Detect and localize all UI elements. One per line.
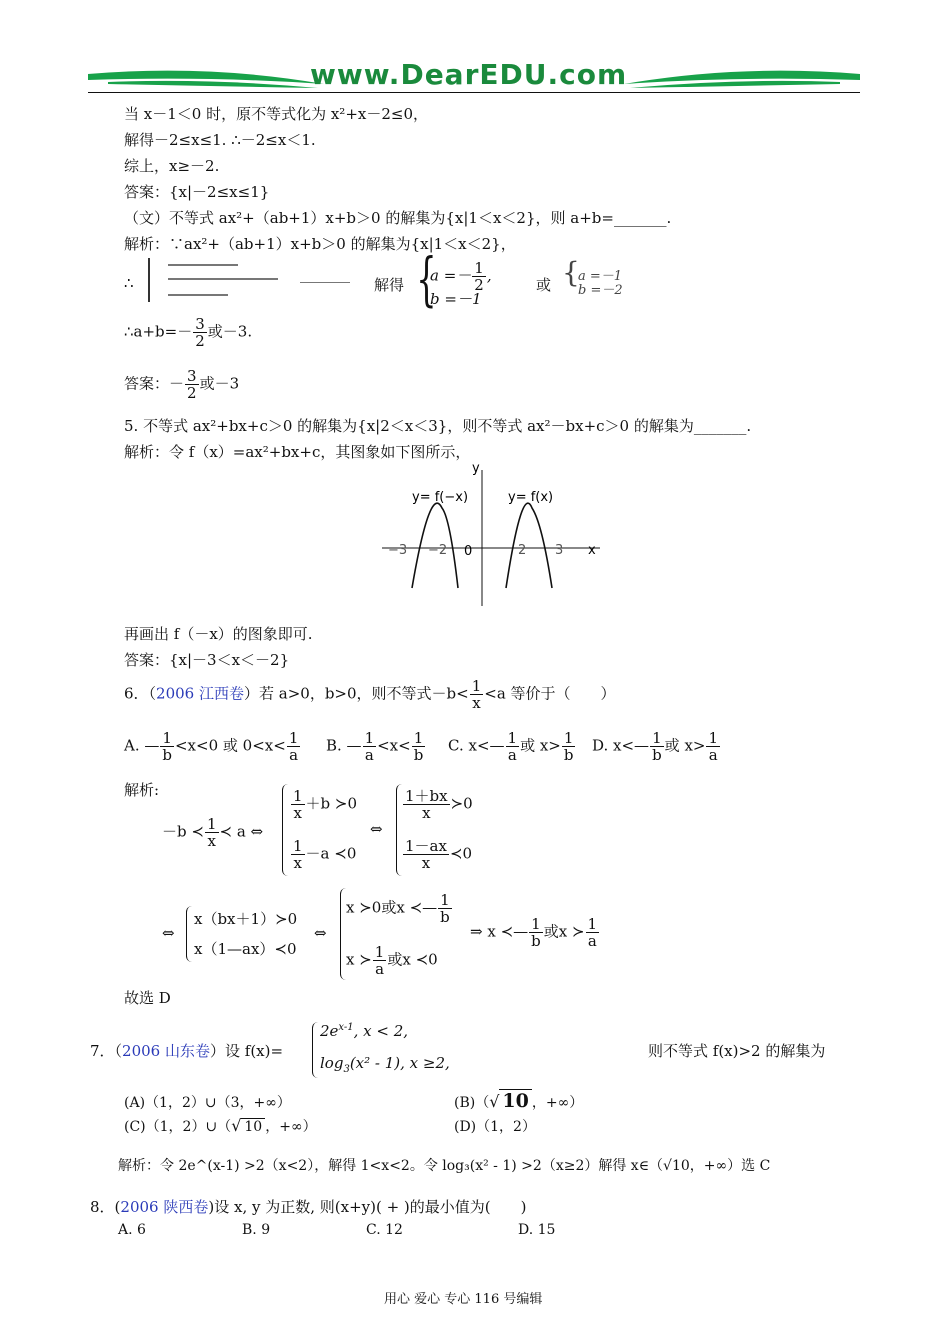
question-6: 6．（2006 江西卷）若 a>0，b>0，则不等式－b< $\frac{1}{x}$ <a 等价于（ ） — [124, 677, 616, 712]
q7-solution: 解析：令 2e^(x-1) >2（x<2），解得 1<x<2。令 log₃(x² - 1) >2（x≥2）解得 x∈（√10，+∞）选 C — [118, 1158, 771, 1174]
q7-option-d[interactable]: (D)（1，2） — [454, 1119, 536, 1135]
answer-line: 答案：{x|－2≤x≤1} — [124, 183, 270, 201]
source-link[interactable]: 2006 陕西卷 — [120, 1198, 209, 1216]
source-link[interactable]: 2006 山东卷 — [122, 1042, 210, 1060]
question-5: 5. 不等式 ax²+bx+c＞0 的解集为{x|2＜x＜3}，则不等式 ax²－bx+c＞0 的解集为_______. — [124, 417, 752, 435]
option-c[interactable]: C. x<— $\frac{1}{a}$ 或 x> $\frac{1}{b}$ — [448, 729, 574, 764]
tick-label: 2 — [518, 543, 527, 558]
tick-label: −3 — [388, 543, 408, 558]
text-line: 解析：∵ax²+（ab+1）x+b＞0 的解集为{x|1＜x＜2}， — [124, 235, 516, 253]
curve-label-left: y= f(−x) — [412, 490, 469, 505]
origin-label: 0 — [464, 544, 473, 559]
q6-solution-label: 解析: — [124, 781, 160, 799]
site-logo: www.DearEDU.com — [310, 58, 628, 91]
header-rule — [88, 92, 860, 93]
tick-label: 3 — [555, 543, 564, 558]
x-axis-label: x — [588, 543, 596, 558]
y-axis-label: y — [472, 461, 480, 476]
question-7: 7．（2006 山东卷）设 f(x)= $2e^{x-1}$, x < 2, $\log_3(x^2 - 1)$, x ≥2, 则不等式 f(x)>2 的解集为 — [90, 1020, 850, 1080]
tick-label: −2 — [428, 543, 448, 558]
brace-5 — [312, 1022, 319, 1078]
option-a[interactable]: A. — $\frac{1}{b}$ <x<0 或 0<x< $\frac{1}{a}$ — [124, 729, 299, 764]
curve-label-right: y= f(x) — [508, 490, 554, 505]
therefore-symbol: ∴ — [124, 274, 134, 292]
text-line: 当 x－1＜0 时，原不等式化为 x²+x－2≤0， — [124, 105, 429, 123]
question-8: 8．(2006 陕西卷)设 x, y 为正数, 则(x+y)( + )的最小值为( ) — [90, 1198, 527, 1216]
math-block-1: －b ≺ $\frac{1}{x}$ ≺ a ⇔ $\frac{1}{x}$ ＋b ≻0 $\frac{1}{x}$ －a ≺0 ⇔ $\frac{1+bx}{x}$ ≻0 $\frac{1-ax}{x}$ ≺0 — [162, 780, 502, 880]
q8-option-c[interactable]: C. 12 — [366, 1222, 403, 1238]
q6-selection: 故选 D — [124, 989, 171, 1007]
curve-f-x — [506, 503, 552, 588]
q5-solution: 解析：令 f（x）=ax²+bx+c，其图象如下图所示， — [124, 443, 471, 461]
q7-option-c[interactable]: (C)（1，2）∪（√ 10 ，+∞） — [124, 1116, 317, 1135]
answer-line: 答案：－ $\frac{3}{2}$ 或－3 — [124, 367, 240, 402]
source-link[interactable]: 2006 江西卷 — [156, 684, 244, 703]
page-footer: 用心 爱心 专心 116 号编辑 — [384, 1292, 543, 1307]
text-line: 综上，x≥－2. — [124, 157, 220, 175]
solve-label: 解得 — [374, 276, 405, 294]
header-swoosh-right — [620, 64, 860, 94]
q7-option-a[interactable]: (A)（1，2）∪（3，+∞） — [124, 1095, 291, 1111]
system-b: b =－1 — [430, 290, 482, 308]
option-d[interactable]: D. x<— $\frac{1}{b}$ 或 x> $\frac{1}{a}$ — [592, 729, 719, 764]
sum-line: ∴a+b=－ $\frac{3}{2}$ 或－3. — [124, 315, 253, 350]
q8-option-a[interactable]: A. 6 — [118, 1222, 146, 1238]
brace-3 — [186, 906, 193, 962]
system-a: a =－ $\frac{1}{2}$ , — [430, 259, 492, 294]
brace-1 — [282, 784, 289, 876]
header-swoosh-left — [88, 64, 328, 94]
question-line: （文）不等式 ax²+（ab+1）x+b＞0 的解集为{x|1＜x＜2}，则 a+b=_______. — [124, 209, 672, 227]
q5-after: 再画出 f（－x）的图象即可. — [124, 625, 313, 643]
q8-option-b[interactable]: B. 9 — [242, 1222, 271, 1238]
text-line: 解得－2≤x≤1. ∴－2≤x＜1. — [124, 131, 316, 149]
math-block-2: ⇔ x（bx＋1）≻0 x（1—ax）≺0 ⇔ x ≻0或x ≺— $\frac{1}{b}$ x ≻ $\frac{1}{a}$ 或x ≺0 ⇒ x ≺— $\frac{1}{b}$ 或x ≻ $\frac{1}{a}$ — [162, 886, 642, 982]
q5-answer: 答案：{x|－3＜x＜－2} — [124, 651, 290, 669]
q8-option-d[interactable]: D. 15 — [518, 1222, 556, 1238]
left-brace: { — [416, 245, 437, 313]
parabola-graph — [382, 458, 622, 608]
or-word: 或 — [536, 276, 552, 294]
second-system: { a =－1 b =－2 — [562, 256, 623, 298]
blurred-system — [148, 258, 370, 302]
option-b[interactable]: B. — $\frac{1}{a}$ <x< $\frac{1}{b}$ — [326, 729, 424, 764]
q7-option-b[interactable]: (B)（√ 10 ，+∞） — [454, 1090, 584, 1112]
